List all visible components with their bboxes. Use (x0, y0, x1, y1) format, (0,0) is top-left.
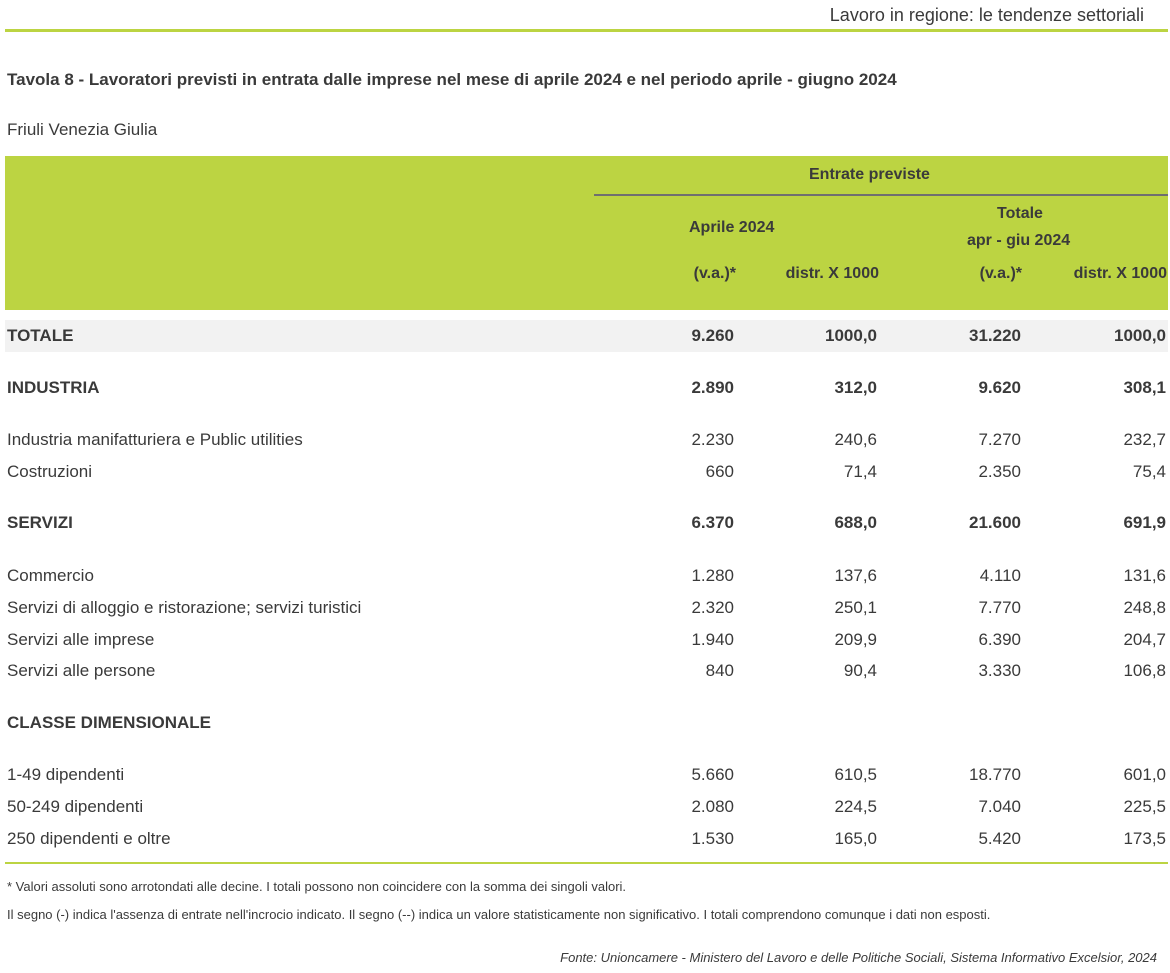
row-label: Industria manifatturiera e Public utilities (7, 430, 303, 449)
cell-distr-apr: 165,0 (834, 829, 877, 848)
cell-va-apr: 5.660 (691, 765, 734, 784)
row-label: 250 dipendenti e oltre (7, 829, 171, 848)
row-label: Servizi di alloggio e ristorazione; servizi turistici (7, 598, 362, 617)
header-va-2: (v.a.)* (979, 265, 1022, 282)
cell-va-tot: 2.350 (978, 462, 1021, 481)
region-label: Friuli Venezia Giulia (7, 120, 158, 139)
header-group-rule (594, 194, 1168, 196)
header-distr-2: distr. X 1000 (1073, 265, 1167, 282)
cell-distr-tot: 601,0 (1123, 765, 1166, 784)
row-label: CLASSE DIMENSIONALE (7, 713, 212, 732)
cell-distr-tot: 225,5 (1123, 797, 1166, 816)
cell-distr-apr: 240,6 (834, 430, 877, 449)
cell-va-apr: 6.370 (691, 513, 734, 532)
cell-distr-apr: 610,5 (834, 765, 877, 784)
cell-distr-apr: 137,6 (834, 566, 877, 585)
table-row (5, 456, 1168, 488)
row-label: TOTALE (7, 326, 74, 345)
cell-distr-apr: 250,1 (834, 598, 877, 617)
source-note: Fonte: Unioncamere - Ministero del Lavoro e delle Politiche Sociali, Sistema Informativo Excelsior, 2024 (560, 950, 1157, 965)
cell-va-apr: 2.080 (691, 797, 734, 816)
section-header: Lavoro in regione: le tendenze settoriali (829, 5, 1144, 25)
cell-va-tot: 7.270 (978, 430, 1021, 449)
cell-distr-tot: 204,7 (1123, 630, 1166, 649)
table-row (5, 320, 1168, 352)
cell-va-tot: 31.220 (969, 326, 1021, 345)
table-bottom-rule (5, 862, 1168, 864)
cell-distr-tot: 75,4 (1132, 462, 1166, 481)
footnote-symbols: Il segno (-) indica l'assenza di entrate nell'incrocio indicato. Il segno (--) indica un valore statisticamente non significativo. I totali comprendono comunque i dati non esposti. (7, 907, 991, 922)
cell-distr-tot: 1000,0 (1114, 326, 1166, 345)
cell-va-apr: 1.940 (691, 630, 734, 649)
cell-va-apr: 1.280 (691, 566, 734, 585)
row-label: Commercio (7, 566, 94, 585)
cell-distr-tot: 106,8 (1123, 661, 1166, 680)
header-period1: Aprile 2024 (689, 219, 775, 236)
cell-distr-tot: 308,1 (1123, 378, 1166, 397)
cell-va-apr: 2.320 (691, 598, 734, 617)
cell-distr-apr: 688,0 (834, 513, 877, 532)
cell-va-apr: 2.230 (691, 430, 734, 449)
row-label: INDUSTRIA (7, 378, 100, 397)
cell-va-tot: 3.330 (978, 661, 1021, 680)
header-rule (5, 29, 1168, 32)
table-row (5, 655, 1168, 687)
table-row (5, 560, 1168, 592)
row-label: 50-249 dipendenti (7, 797, 144, 816)
table-row (5, 823, 1168, 855)
row-label: SERVIZI (7, 513, 73, 532)
row-label: Servizi alle imprese (7, 630, 155, 649)
cell-va-tot: 9.620 (978, 378, 1021, 397)
table-row (5, 372, 1168, 404)
cell-va-tot: 7.040 (978, 797, 1021, 816)
cell-distr-tot: 691,9 (1123, 513, 1166, 532)
cell-distr-tot: 131,6 (1123, 566, 1166, 585)
cell-distr-apr: 71,4 (843, 462, 877, 481)
header-group: Entrate previste (809, 166, 930, 183)
cell-va-apr: 9.260 (691, 326, 734, 345)
header-period2-line2: apr - giu 2024 (967, 232, 1071, 249)
cell-va-apr: 1.530 (691, 829, 734, 848)
cell-va-tot: 4.110 (979, 566, 1021, 585)
header-distr-1: distr. X 1000 (785, 265, 879, 282)
cell-va-apr: 840 (705, 661, 734, 680)
row-label: 1-49 dipendenti (7, 765, 125, 784)
table-row (5, 624, 1168, 656)
cell-distr-tot: 232,7 (1123, 430, 1166, 449)
cell-va-tot: 7.770 (978, 598, 1021, 617)
cell-va-tot: 5.420 (978, 829, 1021, 848)
header-period2-line1: Totale (997, 205, 1043, 222)
table-row (5, 791, 1168, 823)
table-title: Tavola 8 - Lavoratori previsti in entrata dalle imprese nel mese di aprile 2024 e nel periodo aprile - giugno 2024 (7, 70, 897, 89)
cell-va-apr: 2.890 (691, 378, 734, 397)
cell-distr-apr: 224,5 (834, 797, 877, 816)
table-row (5, 759, 1168, 791)
cell-distr-apr: 90,4 (843, 661, 877, 680)
cell-va-tot: 6.390 (978, 630, 1021, 649)
row-label: Costruzioni (7, 462, 93, 481)
footnote-rounding: * Valori assoluti sono arrotondati alle decine. I totali possono non coincidere con la somma dei singoli valori. (7, 879, 627, 894)
header-va-1: (v.a.)* (693, 265, 736, 282)
table-row (5, 707, 1168, 739)
cell-distr-apr: 209,9 (834, 630, 877, 649)
cell-distr-tot: 173,5 (1123, 829, 1166, 848)
table-row (5, 507, 1168, 539)
table-row (5, 424, 1168, 456)
cell-distr-apr: 312,0 (834, 378, 877, 397)
cell-distr-apr: 1000,0 (825, 326, 877, 345)
cell-va-apr: 660 (705, 462, 734, 481)
cell-distr-tot: 248,8 (1123, 598, 1166, 617)
cell-va-tot: 21.600 (969, 513, 1021, 532)
table-row (5, 592, 1168, 624)
row-label: Servizi alle persone (7, 661, 156, 680)
cell-va-tot: 18.770 (969, 765, 1021, 784)
